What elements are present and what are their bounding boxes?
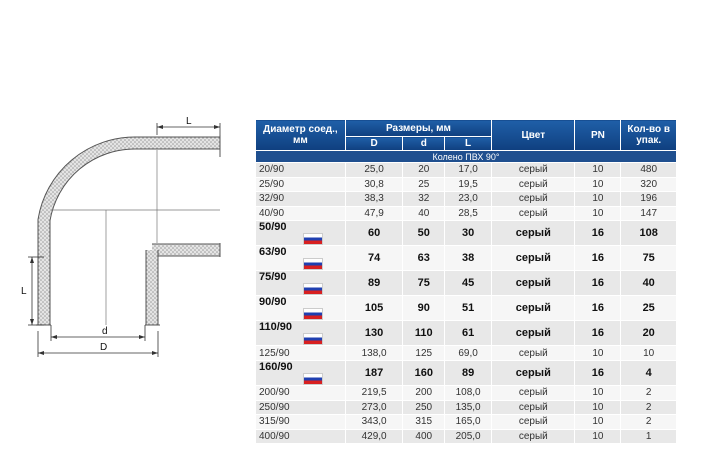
cell-inner-diameter: 20 <box>403 163 445 178</box>
elbow-wall-shape <box>36 135 220 325</box>
cell-outer-diameter: 105 <box>345 296 403 321</box>
cell-pn: 16 <box>575 246 621 271</box>
table-row <box>256 321 677 346</box>
cell-inner-diameter: 40 <box>403 206 445 221</box>
cell-color: серый <box>492 415 575 430</box>
size-value: 25/90 <box>259 178 285 190</box>
cell-size <box>256 360 346 385</box>
cell-inner-diameter: 32 <box>403 192 445 207</box>
cell-size <box>256 177 346 192</box>
cell-length: 135,0 <box>445 400 492 415</box>
cell-length: 165,0 <box>445 415 492 430</box>
cell-size <box>256 296 346 321</box>
centerlines <box>51 150 220 325</box>
russian-flag-icon <box>303 233 323 245</box>
cell-inner-diameter: 200 <box>403 386 445 401</box>
cell-length: 30 <box>445 221 492 246</box>
dim-label-d-outer: D <box>100 342 108 353</box>
cell-length: 69,0 <box>445 346 492 361</box>
cell-size <box>256 400 346 415</box>
size-value: 40/90 <box>259 207 285 219</box>
cell-size <box>256 321 346 346</box>
cell-length: 45 <box>445 271 492 296</box>
cell-qty: 320 <box>621 177 677 192</box>
cell-outer-diameter: 60 <box>345 221 403 246</box>
cell-qty: 480 <box>621 163 677 178</box>
cell-size <box>256 192 346 207</box>
cell-pn: 10 <box>575 429 621 444</box>
size-value: 315/90 <box>259 416 290 428</box>
table-row <box>256 221 677 246</box>
cell-color: серый <box>492 206 575 221</box>
size-value: 200/90 <box>259 387 290 399</box>
cell-size <box>256 206 346 221</box>
cell-qty: 4 <box>621 360 677 385</box>
cell-qty: 40 <box>621 271 677 296</box>
russian-flag-icon <box>303 308 323 320</box>
header-qty: Кол-во в упак. <box>621 120 677 151</box>
cell-qty: 196 <box>621 192 677 207</box>
section-row <box>256 151 677 163</box>
cell-color: серый <box>492 271 575 296</box>
cell-outer-diameter: 138,0 <box>345 346 403 361</box>
size-value: 32/90 <box>259 193 285 205</box>
cell-size <box>256 246 346 271</box>
header-outer-diameter: D <box>345 137 403 151</box>
size-value: 63/90 <box>259 246 287 259</box>
size-value: 110/90 <box>259 321 293 334</box>
dim-label-d-inner: d <box>102 326 108 337</box>
cell-qty: 1 <box>621 429 677 444</box>
cell-color: серый <box>492 346 575 361</box>
cell-color: серый <box>492 177 575 192</box>
dim-label-l-side: L <box>21 286 27 297</box>
cell-size <box>256 163 346 178</box>
cell-qty: 2 <box>621 400 677 415</box>
table-row <box>256 271 677 296</box>
table-row <box>256 296 677 321</box>
cell-pn: 10 <box>575 386 621 401</box>
section-title: Колено ПВХ 90° <box>256 151 677 163</box>
cell-qty: 147 <box>621 206 677 221</box>
cell-color: серый <box>492 296 575 321</box>
cell-inner-diameter: 25 <box>403 177 445 192</box>
cell-outer-diameter: 219,5 <box>345 386 403 401</box>
header-row <box>256 120 677 137</box>
size-value: 160/90 <box>259 360 293 373</box>
cell-color: серый <box>492 163 575 178</box>
cell-length: 61 <box>445 321 492 346</box>
size-value: 20/90 <box>259 164 285 176</box>
cell-length: 51 <box>445 296 492 321</box>
cell-length: 28,5 <box>445 206 492 221</box>
table-row <box>256 346 677 361</box>
table-row <box>256 429 677 444</box>
header-length: L <box>445 137 492 151</box>
cell-inner-diameter: 315 <box>403 415 445 430</box>
cell-pn: 10 <box>575 177 621 192</box>
cell-pn: 10 <box>575 415 621 430</box>
cell-qty: 20 <box>621 321 677 346</box>
cell-length: 108,0 <box>445 386 492 401</box>
cell-inner-diameter: 160 <box>403 360 445 385</box>
cell-length: 205,0 <box>445 429 492 444</box>
cell-pn: 10 <box>575 346 621 361</box>
cell-size <box>256 346 346 361</box>
cell-inner-diameter: 400 <box>403 429 445 444</box>
table-row <box>256 192 677 207</box>
header-pn: PN <box>575 120 621 151</box>
cell-outer-diameter: 25,0 <box>345 163 403 178</box>
cell-outer-diameter: 130 <box>345 321 403 346</box>
cell-outer-diameter: 47,9 <box>345 206 403 221</box>
cell-pn: 10 <box>575 163 621 178</box>
size-value: 400/90 <box>259 430 290 442</box>
cell-pn: 10 <box>575 206 621 221</box>
cell-qty: 75 <box>621 246 677 271</box>
cell-qty: 2 <box>621 415 677 430</box>
table-row <box>256 386 677 401</box>
header-inner-diameter: d <box>403 137 445 151</box>
cell-qty: 10 <box>621 346 677 361</box>
cell-length: 19,5 <box>445 177 492 192</box>
table-row <box>256 415 677 430</box>
dimension-arrows <box>30 125 220 355</box>
cell-pn: 16 <box>575 296 621 321</box>
cell-inner-diameter: 250 <box>403 400 445 415</box>
cell-outer-diameter: 429,0 <box>345 429 403 444</box>
cell-color: серый <box>492 192 575 207</box>
cell-pn: 16 <box>575 360 621 385</box>
cell-pn: 16 <box>575 321 621 346</box>
russian-flag-icon <box>303 373 323 385</box>
cell-inner-diameter: 75 <box>403 271 445 296</box>
cell-color: серый <box>492 360 575 385</box>
cell-qty: 25 <box>621 296 677 321</box>
cell-pn: 10 <box>575 400 621 415</box>
cell-qty: 2 <box>621 386 677 401</box>
cell-outer-diameter: 74 <box>345 246 403 271</box>
size-value: 75/90 <box>259 271 287 284</box>
cell-outer-diameter: 343,0 <box>345 415 403 430</box>
table-row <box>256 163 677 178</box>
cell-length: 89 <box>445 360 492 385</box>
cell-size <box>256 386 346 401</box>
table-row <box>256 360 677 385</box>
cell-pn: 10 <box>575 192 621 207</box>
cell-color: серый <box>492 246 575 271</box>
cell-qty: 108 <box>621 221 677 246</box>
cell-pn: 16 <box>575 221 621 246</box>
cell-inner-diameter: 90 <box>403 296 445 321</box>
header-diameter: Диаметр соед., мм <box>256 120 346 151</box>
cell-color: серый <box>492 386 575 401</box>
cell-inner-diameter: 110 <box>403 321 445 346</box>
dimension-lines <box>28 123 220 357</box>
cell-outer-diameter: 38,3 <box>345 192 403 207</box>
size-value: 90/90 <box>259 296 287 309</box>
cell-size <box>256 415 346 430</box>
header-color: Цвет <box>492 120 575 151</box>
russian-flag-icon <box>303 258 323 270</box>
table-row <box>256 206 677 221</box>
cell-color: серый <box>492 221 575 246</box>
size-value: 50/90 <box>259 221 287 233</box>
cell-size <box>256 429 346 444</box>
cell-inner-diameter: 63 <box>403 246 445 271</box>
size-value: 250/90 <box>259 401 290 413</box>
russian-flag-icon <box>303 283 323 295</box>
cell-outer-diameter: 187 <box>345 360 403 385</box>
russian-flag-icon <box>303 333 323 345</box>
cell-color: серый <box>492 400 575 415</box>
elbow-technical-drawing <box>20 115 255 375</box>
cell-pn: 16 <box>575 271 621 296</box>
table-row <box>256 246 677 271</box>
cell-inner-diameter: 50 <box>403 221 445 246</box>
cell-length: 38 <box>445 246 492 271</box>
cell-length: 23,0 <box>445 192 492 207</box>
elbow-spec-table <box>255 119 677 444</box>
table-row <box>256 400 677 415</box>
cell-size <box>256 221 346 246</box>
dim-label-l-top: L <box>186 116 192 127</box>
cell-color: серый <box>492 321 575 346</box>
cell-outer-diameter: 273,0 <box>345 400 403 415</box>
cell-outer-diameter: 30,8 <box>345 177 403 192</box>
table-row <box>256 177 677 192</box>
size-value: 125/90 <box>259 347 290 359</box>
cell-size <box>256 271 346 296</box>
cell-length: 17,0 <box>445 163 492 178</box>
header-dimensions: Размеры, мм <box>345 120 491 137</box>
cell-outer-diameter: 89 <box>345 271 403 296</box>
cell-color: серый <box>492 429 575 444</box>
cell-inner-diameter: 125 <box>403 346 445 361</box>
